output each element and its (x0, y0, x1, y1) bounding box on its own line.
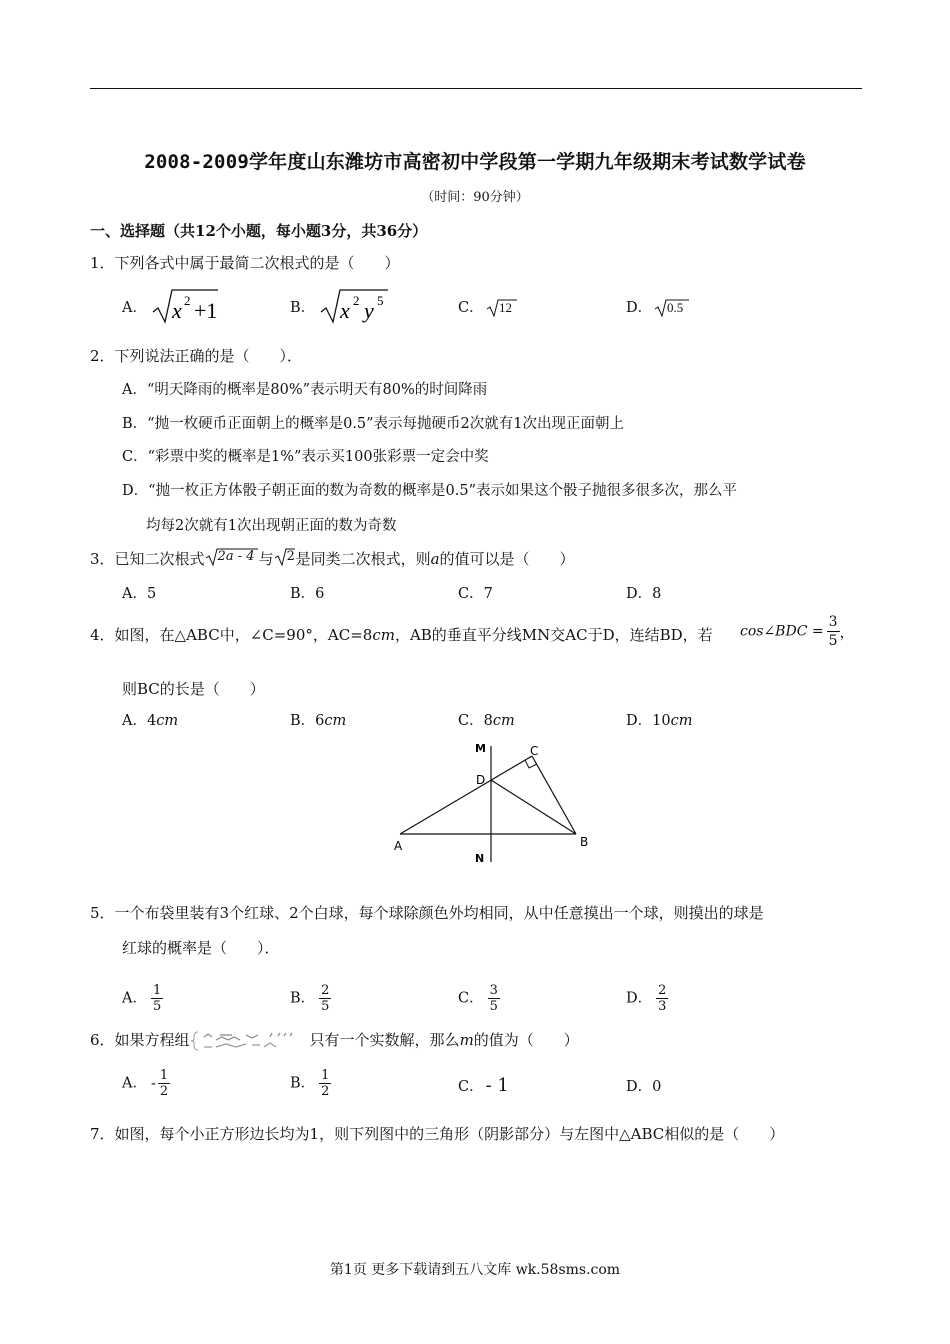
q5-option-b: B． $\frac{2}{5}$ (290, 983, 330, 1014)
q3-variable: a (430, 550, 440, 568)
q4-cos-expression: cos∠BDC = $\frac{3}{5}$ ， (740, 614, 855, 649)
q6-option-d: D．0 (626, 1079, 662, 1095)
q5-option-d-fraction: $\frac{2}{3}$ (658, 983, 667, 1014)
q2-option-a: A．“明天降雨的概率是80%”表示明天有80%的时间降雨 (122, 382, 488, 398)
q6-option-b: B． $\frac{1}{2}$ (290, 1068, 330, 1099)
q2-option-d-continued: 均每2次就有1次出现朝正面的数为奇数 (146, 518, 397, 534)
q4-option-a: A．4cm (122, 713, 179, 729)
q5-option-d: D． $\frac{2}{3}$ (626, 983, 667, 1014)
question-1: 1．下列各式中属于最简二次根式的是（ ） (90, 254, 400, 272)
q6-prefix: 6．如果方程组 (90, 1031, 190, 1049)
q5-option-b-fraction: $\frac{2}{5}$ (321, 983, 330, 1014)
question-2: 2．下列说法正确的是（ ）． (90, 347, 303, 365)
q1-option-b-label: B． (290, 300, 316, 316)
q6-post: 只有一个实数解，那么 (309, 1031, 460, 1049)
svg-text:y: y (364, 298, 374, 323)
q3-option-a: A．5 (122, 586, 157, 602)
q5-option-c-fraction: $\frac{3}{5}$ (489, 983, 498, 1014)
q6-equation-system-graphic (190, 1029, 310, 1051)
question-5: 5．一个布袋里装有3个红球、2个白球，每个球除颜色外均相同，从中任意摸出一个球，则摸出的球是 (90, 904, 764, 922)
q4-numerator: 3 (828, 614, 838, 630)
page-title: 2008-2009学年度山东潍坊市高密初中学段第一学期九年级期末考试数学试卷 (144, 151, 806, 173)
q4-line-2: 则BC的长是（ ） (122, 680, 265, 698)
q4-triangle-figure (390, 738, 600, 868)
q3-radical-1 (205, 549, 259, 567)
q3-radical-2 (274, 549, 296, 567)
svg-text:x: x (172, 298, 182, 323)
q1-option-c-label: C． (458, 300, 484, 316)
label-n: N (475, 852, 485, 865)
segment-cb (532, 756, 576, 834)
svg-text:+1: +1 (194, 298, 218, 323)
q6-variable: m (459, 1031, 474, 1049)
label-d: D (476, 773, 486, 787)
q1-option-b-formula (318, 284, 390, 326)
q3-mid: 与 (258, 550, 274, 568)
q6-option-c: C． - 1 (458, 1075, 509, 1096)
q2-option-b: B．“抛一枚硬币正面朝上的概率是0.5”表示每抛硬币2次就有1次出现正面朝上 (122, 416, 624, 432)
question-7: 7．如图，每个小正方形边长均为1，则下列图中的三角形（阴影部分）与左图中△ABC相似的是（ ） (90, 1125, 785, 1143)
page-footer: 第1页 更多下载请到五八文库 wk.58sms.com (329, 1262, 621, 1278)
q3-option-b: B．6 (290, 586, 325, 602)
q4-option-c: C．8cm (458, 713, 515, 729)
svg-text:2: 2 (184, 293, 191, 308)
q3-radicand-1: 2a - 4 (217, 549, 255, 564)
q3-prefix: 3．已知二次根式 (90, 550, 205, 568)
q1-option-d-value: 0.5 (667, 300, 684, 315)
svg-text:5: 5 (377, 293, 384, 308)
q3-radicand-2: 2 (286, 549, 295, 564)
section-heading: 一、选择题（共12个小题，每小题3分，共36分） (90, 222, 428, 240)
time-limit: （时间：90分钟） (421, 190, 529, 205)
q4-cos-fraction (827, 613, 840, 650)
label-b: B (580, 835, 589, 849)
q6-option-a-fraction: $\frac{1}{2}$ (159, 1068, 169, 1099)
q3-post: 是同类二次根式，则 (295, 550, 431, 568)
top-rule (90, 88, 862, 89)
segment-db (491, 780, 576, 834)
q5-line-2: 红球的概率是（ ）． (122, 939, 280, 957)
q4-text-2: ，AB的垂直平分线MN交AC于D，连结BD，若 (394, 626, 713, 644)
q4-option-d: D．10cm (626, 713, 693, 729)
q1-option-a-label: A． (122, 300, 147, 316)
svg-text:x: x (340, 298, 350, 323)
q3-option-d: D．8 (626, 586, 662, 602)
q1-option-d-label: D． (626, 300, 653, 316)
q6-option-b-fraction: $\frac{1}{2}$ (321, 1068, 330, 1099)
q6-option-a: A． - $\frac{1}{2}$ (122, 1068, 169, 1099)
q3-option-c: C．7 (458, 586, 493, 602)
q2-option-c: C．“彩票中奖的概率是1%”表示买100张彩票一定会中奖 (122, 449, 489, 465)
q4-text-1: 4．如图，在△ABC中，∠C=90°，AC=8 (90, 626, 373, 644)
q6-end: 的值为（ ） (473, 1031, 579, 1049)
q4-cos-label: cos∠BDC = (740, 623, 824, 640)
q3-end: 的值可以是（ ） (439, 550, 575, 568)
segment-ac (400, 756, 532, 834)
q5-option-a-fraction: $\frac{1}{5}$ (152, 983, 162, 1014)
label-c: C (530, 744, 539, 758)
q5-option-c: C． $\frac{3}{5}$ (458, 983, 498, 1014)
q4-denominator: 5 (828, 633, 838, 649)
q4-option-b: B．6cm (290, 713, 347, 729)
q1-option-c-value: 12 (499, 300, 512, 315)
label-m: M (475, 742, 486, 755)
q1-option-a-formula (150, 284, 220, 326)
svg-text:2: 2 (353, 293, 360, 308)
question-3 (90, 548, 575, 569)
label-a: A (394, 839, 403, 853)
q4-unit: cm (372, 626, 395, 644)
question-6 (90, 1029, 579, 1051)
q5-option-a: A． $\frac{1}{5}$ (122, 983, 162, 1014)
question-4 (90, 624, 713, 645)
q2-option-d: D．“抛一枚正方体骰子朝正面的数为奇数的概率是0.5”表示如果这个骰子抛很多很多次，那么平 (122, 483, 738, 499)
